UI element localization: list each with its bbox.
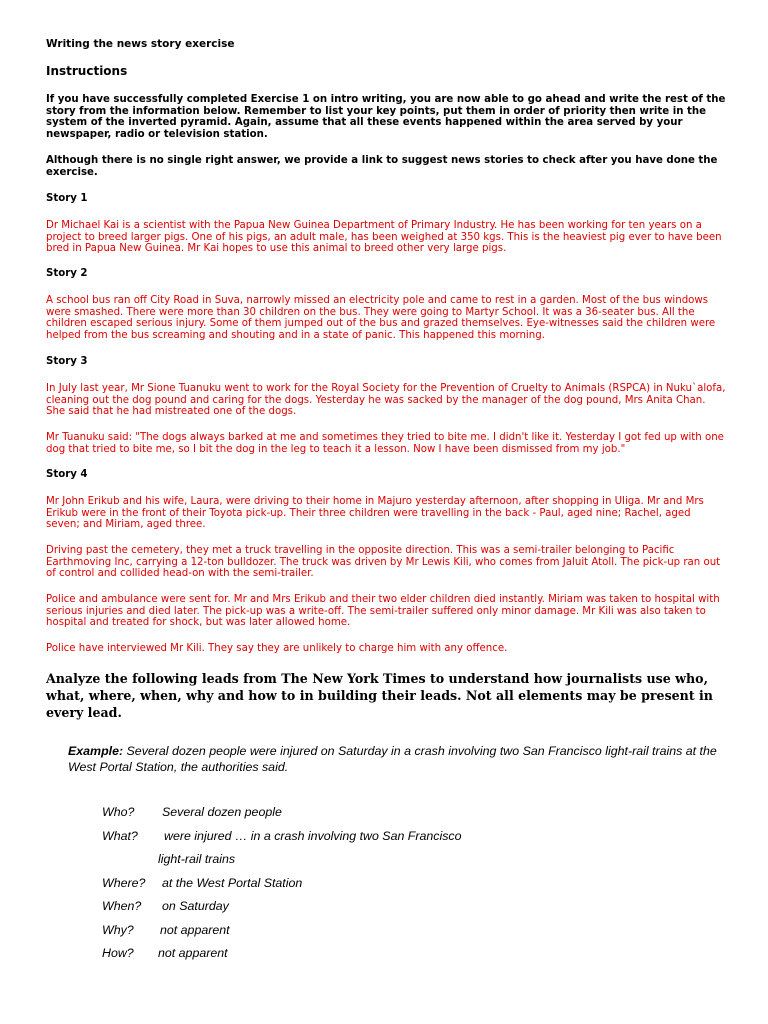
qa-question: When?	[102, 899, 142, 913]
example-text: Several dozen people were injured on Saturday in a crash involving two San Francisco light-rail trains at the West Portal Station, the authorities said.	[68, 744, 717, 774]
qa-question: Where?	[102, 876, 146, 890]
qa-answer: not apparent	[158, 946, 228, 960]
example-paragraph	[68, 743, 728, 775]
story-2-paragraph: A school bus ran off City Road in Suva, narrowly missed an electricity pole and came to rest in a garden. Most of the bus windows were smashed. There were more than 30 children on the bus. They were going to Martyr School. It was a 36-seater bus. All the children escaped serious injury. Some of them jumped out of the bus and grazed themselves. Eye-witnesses said the children were helped from the bus screaming and shouting and in a state of panic. This happened this morning.	[46, 295, 716, 342]
story-4-paragraph-1: Mr John Erikub and his wife, Laura, were driving to their home in Majuro yesterday afternoon, after shopping in Uliga. Mr and Mrs Erikub were in the front of their Toyota pick-up. Their three children were travelling in the back - Paul, aged nine; Rachel, aged seven; and Miriam, aged three.	[46, 496, 704, 531]
qa-answer: on Saturday	[162, 899, 229, 913]
analyze-leads-paragraph: Analyze the following leads from The New York Times to understand how journalists use who, what, where, when, why and how to in building their leads. Not all elements may be present in every lead.	[46, 671, 713, 720]
qa-row-when	[102, 899, 229, 913]
story-2-label: Story 2	[46, 268, 88, 279]
story-1-paragraph: Dr Michael Kai is a scientist with the Papua New Guinea Department of Primary Industry. He has been working for ten years on a project to breed larger pigs. One of his pigs, an adult male, has been weighed at 350 kgs. This is the heaviest pig ever to have been bred in Papua New Guinea. Mr Kai hopes to use this animal to breed other very large pigs.	[46, 220, 722, 255]
qa-row-who	[102, 805, 282, 819]
instructions-paragraph-1: If you have successfully completed Exercise 1 on intro writing, you are now able to go ahead and write the rest of the story from the information below. Remember to list your key points, put them in order of priority then write in the system of the inverted pyramid. Again, assume that all these events happened within the area served by your newspaper, radio or television station.	[46, 94, 726, 141]
qa-row-what	[102, 829, 462, 843]
qa-row-where	[102, 876, 303, 890]
story-1-label: Story 1	[46, 193, 88, 204]
qa-question: Who?	[102, 805, 135, 819]
story-4-paragraph-3: Police and ambulance were sent for. Mr and Mrs Erikub and their two elder children died instantly. Miriam was taken to hospital with serious injuries and died later. The pick-up was a write-off. The semi-trailer suffered only minor damage. Mr Kili was also taken to hospital and treated for shock, but was later allowed home.	[46, 594, 720, 629]
qa-question: Why?	[102, 923, 134, 937]
qa-row-why	[102, 923, 230, 937]
story-3-paragraph-2: Mr Tuanuku said: "The dogs always barked at me and sometimes they tried to bite me. I didn't like it. Yesterday I got fed up with one dog that tried to bite me, so I bit the dog in the leg to teach it a lesson. Now I have been dismissed from my job."	[46, 432, 724, 455]
story-3-label: Story 3	[46, 356, 88, 367]
instructions-paragraph-2: Although there is no single right answer, we provide a link to suggest news stories to check after you have done the exercise.	[46, 155, 718, 178]
qa-question: How?	[102, 946, 134, 960]
instructions-heading: Instructions	[46, 64, 128, 78]
qa-answer: light-rail trains	[158, 852, 236, 866]
example-label: Example:	[68, 744, 124, 758]
story-4-label: Story 4	[46, 469, 88, 480]
qa-row-how	[102, 946, 228, 960]
qa-answer: not apparent	[160, 923, 230, 937]
story-4-paragraph-4: Police have interviewed Mr Kili. They say they are unlikely to charge him with any offence.	[46, 643, 508, 654]
document-title: Writing the news story exercise	[46, 38, 235, 50]
story-3-paragraph-1: In July last year, Mr Sione Tuanuku went to work for the Royal Society for the Prevention of Cruelty to Animals (RSPCA) in Nuku`alofa, cleaning out the dog pound and caring for the dogs. Yesterday he was sacked by the manager of the dog pound, Mrs Anita Chan. She said that he had mistreated one of the dogs.	[46, 383, 726, 418]
qa-answer: at the West Portal Station	[162, 876, 303, 890]
story-4-paragraph-2: Driving past the cemetery, they met a truck travelling in the opposite direction. This was a semi-trailer belonging to Pacific Earthmoving Inc, carrying a 12-ton bulldozer. The truck was driven by Mr Lewis Kili, who comes from Jaluit Atoll. The pick-up ran out of control and collided head-on with the semi-trailer.	[46, 545, 721, 580]
qa-answer: Several dozen people	[162, 805, 282, 819]
qa-question: What?	[102, 829, 138, 843]
qa-answer: were injured … in a crash involving two San Francisco	[164, 829, 462, 843]
